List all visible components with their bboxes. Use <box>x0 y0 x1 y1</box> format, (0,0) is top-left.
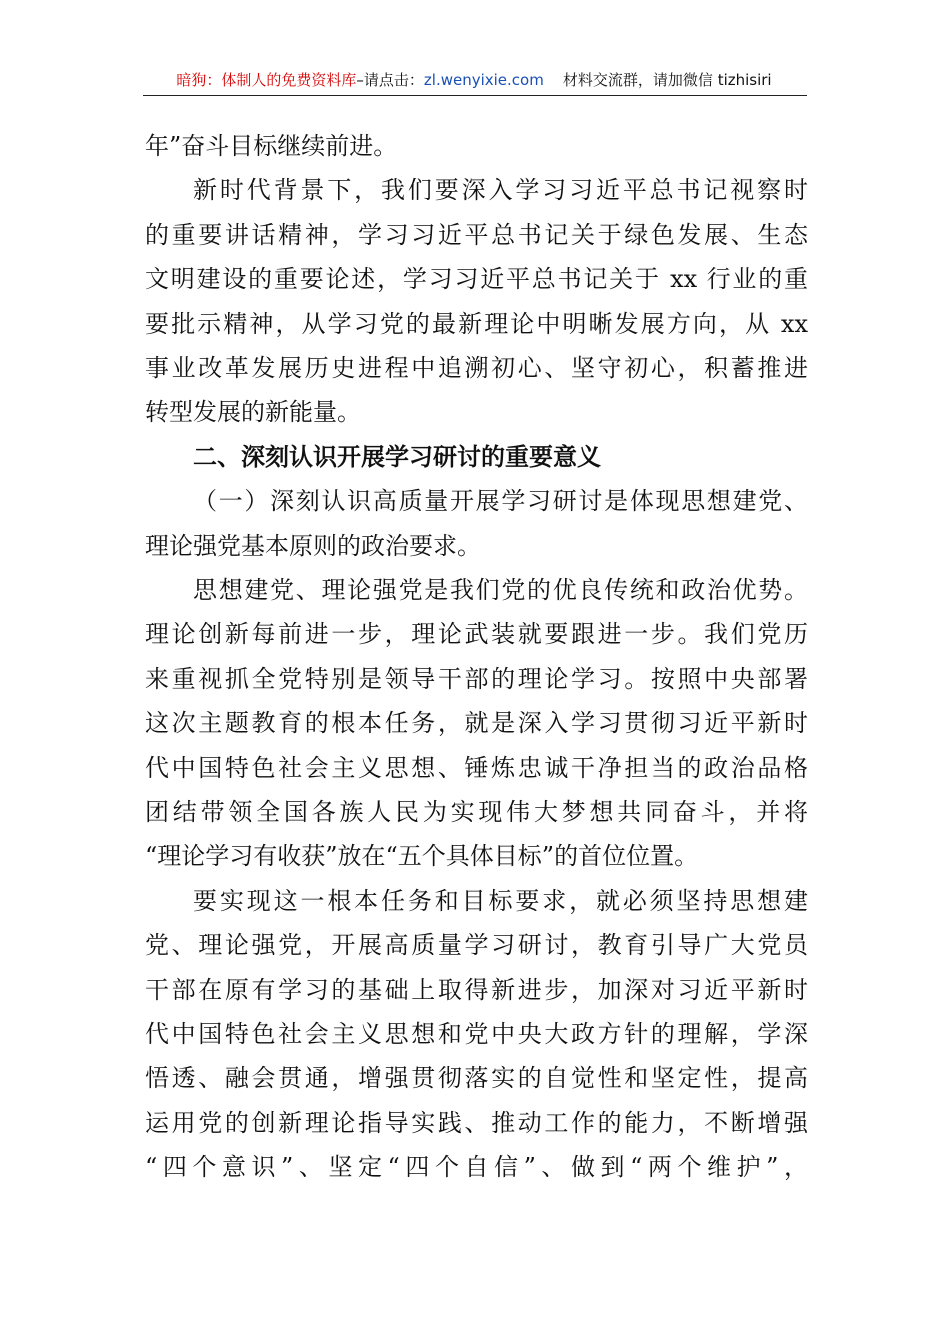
paragraph-line: 思想建党、理论强党是我们党的优良传统和政治优势。 <box>193 576 808 604</box>
paragraph-line: 这次主题教育的根本任务，就是深入学习贯彻习近平新时 <box>145 709 808 738</box>
header-divider <box>143 95 807 96</box>
header-site-name: 暗狗：体制人的免费资料库 <box>176 71 357 89</box>
paragraph-line: 代中国特色社会主义思想、锤炼忠诚干净担当的政治品格 <box>145 753 808 782</box>
paragraph-line: 来重视抓全党特别是领导干部的理论学习。按照中央部署 <box>145 664 808 693</box>
header-click-prompt: –请点击： <box>356 71 424 89</box>
paragraph-line: 运用党的创新理论指导实践、推动工作的能力，不断增强 <box>145 1108 808 1137</box>
paragraph-line: 代中国特色社会主义思想和党中央大政方针的理解，学深 <box>145 1020 808 1048</box>
header-wechat-note: 材料交流群，请加微信 tizhisiri <box>562 71 772 89</box>
paragraph-line: 党、理论强党，开展高质量学习研讨，教育引导广大党员 <box>145 931 808 960</box>
paragraph-line: 要批示精神，从学习党的最新理论中明晰发展方向，从 xx <box>145 309 808 338</box>
paragraph-line: 转型发展的新能量。 <box>145 398 361 427</box>
header-site-link[interactable]: zl.wenyixie.com <box>423 71 544 89</box>
paragraph-line: 事业改革发展历史进程中追溯初心、坚守初心，积蓄推进 <box>145 354 808 382</box>
paragraph-line: 干部在原有学习的基础上取得新进步，加深对习近平新时 <box>145 975 808 1004</box>
paragraph-line: “理论学习有收获”放在“五个具体目标”的首位位置。 <box>145 842 699 871</box>
subsection-heading-line: （一）深刻认识高质量开展学习研讨是体现思想建党、 <box>193 487 808 516</box>
paragraph-line: 悟透、融会贯通，增强贯彻落实的自觉性和坚定性，提高 <box>145 1064 808 1093</box>
section-heading: 二、深刻认识开展学习研讨的重要意义 <box>193 442 601 471</box>
paragraph-line: 的重要讲话精神，学习习近平总书记关于绿色发展、生态 <box>145 220 808 249</box>
paragraph-line: 团结带领全国各族人民为实现伟大梦想共同奋斗，并将 <box>145 798 808 826</box>
page-header <box>140 66 808 94</box>
paragraph-line: “四个意识”、坚定“四个自信”、做到“两个维护”， <box>145 1153 808 1182</box>
paragraph-line: 理论创新每前进一步，理论武装就要跟进一步。我们党历 <box>145 620 808 649</box>
paragraph-line: 年”奋斗目标继续前进。 <box>145 132 398 160</box>
paragraph-line: 新时代背景下，我们要深入学习习近平总书记视察时 <box>193 176 808 205</box>
paragraph-line: 要实现这一根本任务和目标要求，就必须坚持思想建 <box>193 886 808 915</box>
paragraph-line: 文明建设的重要论述，学习习近平总书记关于 xx 行业的重 <box>145 265 808 294</box>
subsection-heading-line: 理论强党基本原则的政治要求。 <box>145 531 481 560</box>
